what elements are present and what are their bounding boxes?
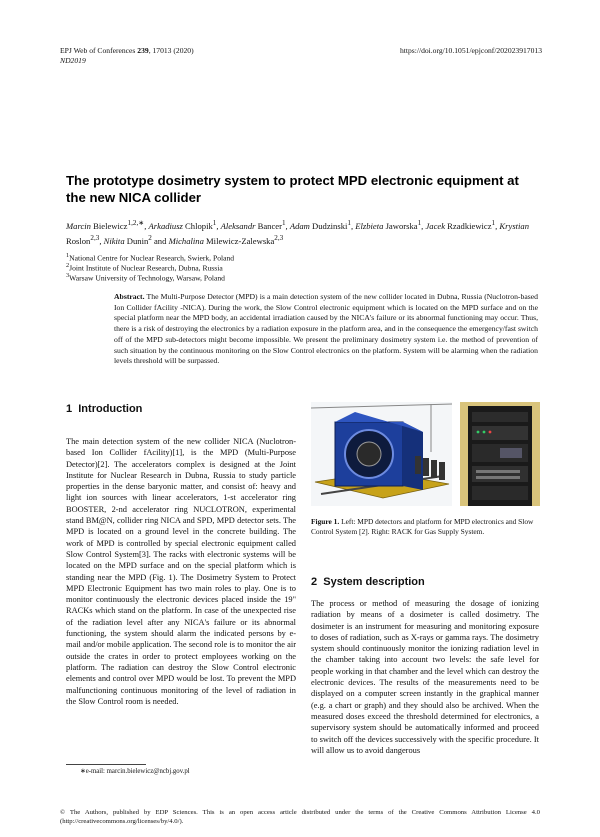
author [290, 221, 351, 231]
author-surname: Rzadkiewicz [445, 220, 492, 231]
author-surname: Bielewicz [90, 220, 128, 231]
affiliation-3: $^3$Warsaw University of Technology, Warsaw, Poland [66, 272, 225, 283]
author-given-name: Marcin [66, 220, 91, 231]
footnote-rule [66, 764, 146, 765]
section-2-body: The process or method of measuring the dosage of ionizing radiation by means of a dosimeter is called dosimetry. The dosimeter is an instrument for measuring and monitoring exposure to doses of radiation, such as X-rays or gamma rays. The dosimetry system should continuously monitor the ionizing radiation level in the chamber taking into account two levels: the safe level for people working in that chamber and the level which can destroy the electronic devices. The results of the measurements need to be displayed on a computer screen instantly in the graphical manner (e.g. a chart or graph) and they should also be archived. When the measured doses exceed the threshold determined for electronics, a supervisory system should be automatically informed and proceed to switch off the devices successively with the specific procedure. It will allow us to avoid dangerous [311, 599, 539, 755]
journal-volume: 239 [137, 46, 149, 55]
running-header-left [60, 46, 194, 55]
figure-1-right-image [460, 402, 540, 506]
author [168, 233, 284, 246]
author-given-name: Michalina [168, 235, 204, 246]
paper-title: The prototype dosimetry system to protect MPD electronic equipment at the new NICA collider [66, 173, 519, 205]
author-given-name: Aleksandr [220, 220, 256, 231]
abstract-label: Abstract. [114, 292, 145, 301]
abstract [114, 292, 538, 367]
author-given-name: Adam [289, 220, 310, 231]
author [149, 221, 217, 231]
author [221, 221, 286, 231]
author-surname: Dunin [124, 235, 149, 246]
author-surname: Jaworska [383, 220, 418, 231]
author [355, 221, 421, 231]
abstract-text: The Multi-Purpose Detector (MPD) is a main detection system of the new collider located in Dubna, Russia (Nuclotron-based Ion Collider fAcility -NICA). During the work, the Slow Control electronic equipment which is located on the MPD surface and on the special platform near the MPD body, an accidental irradiation caused by the NICA's failure or its abnormal functioning may occur. Thus, there is a risk of destroying the electronics by a radiation exposure in the platform area, and in the consequence the emergency/fast switch off of the MPD sub-detectors might become impossible. We present the preliminary dosimetry system i.e. the method of prevention of such situation by the continuous monitoring on the Slow Control electronics on the platform. System will be alarming when the radiation levels threshold will be surpassed. [114, 292, 539, 366]
author [103, 233, 152, 246]
affiliation-1: $^1$National Centre for Nuclear Research, Swierk, Poland [66, 252, 235, 263]
author-list: Marcin Bielewicz$^{1,2,∗}$, Arkadiusz Chlopik$^1$, Aleksandr Bancer$^1$, Adam Dudzinski$^1$, Elzbieta Jaworska$^1$, Jacek Rzadkiewicz$^1$, Krystian Roslon$^{2,3}$, Nikita Dunin$^2$ and Michalina Milewicz-Zalewska$^{2,3}$ [66, 219, 530, 246]
journal-name: EPJ Web of Conferences [60, 46, 136, 55]
section-1-body: The main detection system of the new collider NICA (Nuclotron-based Ion Collider fAcility)[1], is the MPD (Multi-Purpose Detector)[2]. The accelerators complex is designed at the Joint Institute for Nuclear Research in Dubna, Russia to study particle properties in the dense baryonic matter, and consist of: heavy and light ion sources with linear accelerators, 1-st accelerator ring BOOSTER, 2-nd accelerator ring NUCLOTRON, experimental stand BM@N, collider ring NICA and SPD, MPD detector sets. The MPD is located on a ground level in the concrete building. The work of MPD is controlled by special electronic equipment called Slow Control System[3]. The racks with electronic systems will be located on the MPD surface and on the special platform which is standing near the MPD (Fig. 1). The Dosimetry System to Protect MPD Electronic Equipment has two main roles to play. One is to monitor continuously the electronic devices placed inside the 19" RACKs which stand on the platform. In case of the unexpected rise of the radiation level after any NICA's failure or its abnormal functioning, the system should alarm the indicated persons by e-mail and/or mobile application. The second role is to monitor the air outside the crates in order to protect employees working on the platform. The radiation can destroy the Slow Control electronic elements and control over MPD would be lost. To prevent the MPD malfunctioning continuous monitoring of the level of radiation in the Slow Control room is needed. [66, 437, 296, 706]
author-affiliation-marker: 1,2,∗ [127, 219, 145, 227]
article-number: , 17013 (2020) [148, 46, 194, 55]
doi-link[interactable]: https://doi.org/10.1051/epjconf/202023917013 [399, 46, 542, 55]
affiliation-2: $^2$Joint Institute of Nuclear Research, Dubna, Russia [66, 262, 223, 273]
author-surname: Bancer [255, 220, 282, 231]
author-given-name: Arkadiusz [148, 220, 183, 231]
section-1-heading: 1 Introduction [66, 403, 143, 415]
author-affiliation-marker: 1 [347, 219, 351, 227]
author-surname: Roslon [66, 235, 91, 246]
license-notice: © The Authors, published by EDP Sciences. This is an open access article distributed under the terms of the Creative Commons Attribution License 4.0 (http://creativecommons.org/licenses/by/4.0/). [60, 809, 540, 825]
figure-1-label: Figure 1. [311, 517, 340, 526]
footnote-email: ∗e-mail: marcin.bielewicz@ncbj.gov.pl [80, 768, 190, 775]
author-affiliation-marker: 1 [281, 219, 286, 227]
conference-name: ND2019 [60, 56, 86, 65]
author-affiliation-marker: 2,3 [274, 233, 284, 242]
author-affiliation-marker: 1 [491, 219, 496, 227]
author-affiliation-marker: 1 [417, 219, 422, 227]
author-given-name: Jacek [425, 220, 446, 231]
author [66, 221, 144, 231]
author-conjunction: and [151, 235, 169, 246]
author-surname: Milewicz-Zalewska [203, 235, 275, 246]
figure-1-left-image [311, 402, 452, 506]
author-affiliation-marker: 2,3 [90, 233, 100, 242]
figure-1-caption: Figure 1. Left: MPD detectors and platform for MPD electronics and Slow Control System [2]. Right: RACK for Gas Supply System. [311, 517, 534, 537]
author-affiliation-marker: 1 [212, 219, 217, 227]
author-surname: Chlopik [182, 220, 213, 231]
author-given-name: Krystian [499, 220, 530, 231]
section-2-heading: 2 System description [311, 576, 425, 588]
author-given-name: Elzbieta [355, 220, 384, 231]
author-given-name: Nikita [103, 235, 125, 246]
author-affiliation-marker: 2 [148, 233, 152, 242]
author [425, 221, 495, 231]
author-surname: Dudzinski [309, 220, 348, 231]
